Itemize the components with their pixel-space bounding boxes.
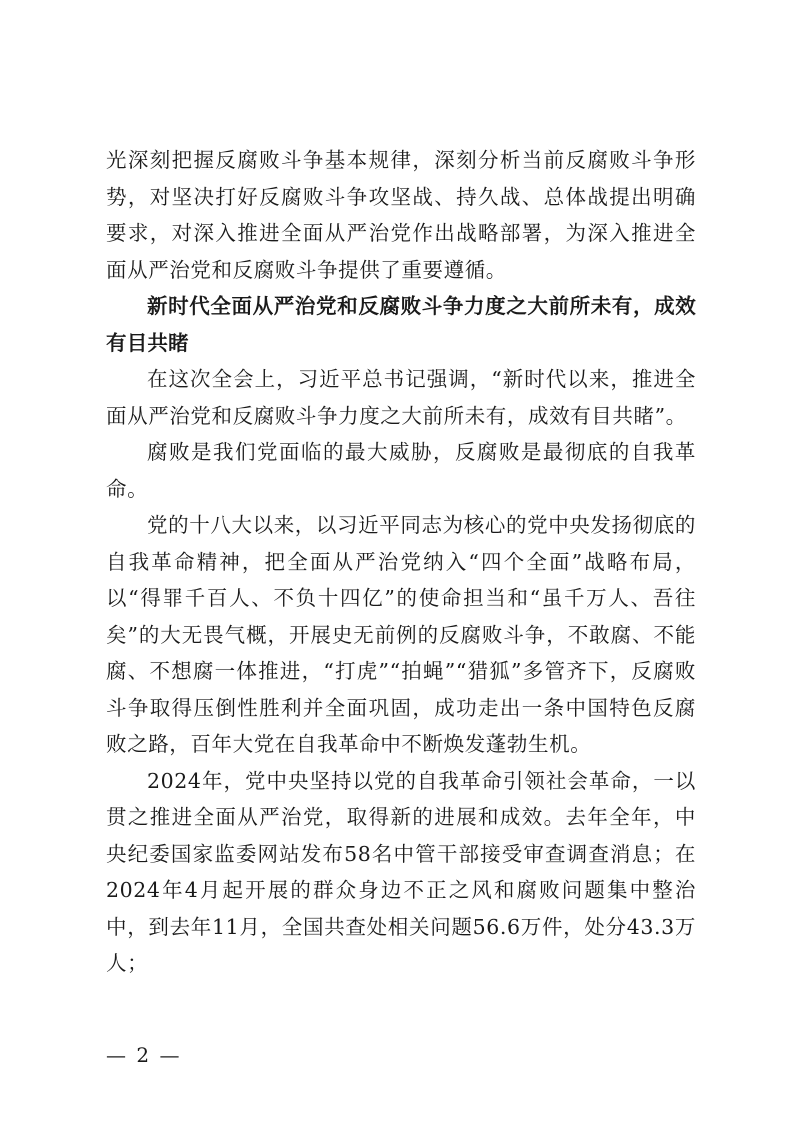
document-body xyxy=(106,142,696,982)
page-number: — 2 — xyxy=(106,1043,182,1067)
paragraph-continuation: 光深刻把握反腐败斗争基本规律，深刻分析当前反腐败斗争形势，对坚决打好反腐败斗争攻坚战、持久战、总体战提出明确要求，对深入推进全面从严治党作出战略部署，为深入推进全面从严治党和反腐败斗争提供了重要遵循。 xyxy=(106,148,696,282)
paragraph: 腐败是我们党面临的最大威胁，反腐败是最彻底的自我革命。 xyxy=(106,440,696,501)
paragraph: 2024年，党中央坚持以党的自我革命引领社会革命，一以贯之推进全面从严治党，取得新的进展和成效。去年全年，中央纪委国家监委网站发布58名中管干部接受审查调查消息；在2024年4月起开展的群众身边不正之风和腐败问题集中整治中，到去年11月，全国共查处相关问题56.6万件，处分43.3万人； xyxy=(106,768,696,975)
paragraph: 党的十八大以来，以习近平同志为核心的党中央发扬彻底的自我革命精神，把全面从严治党纳入“四个全面”战略布局，以“得罪千百人、不负十四亿”的使命担当和“虽千万人、吾往矣”的大无畏气概，开展史无前例的反腐败斗争，不敢腐、不能腐、不想腐一体推进，“打虎”“拍蝇”“猎狐”多管齐下，反腐败斗争取得压倒性胜利并全面巩固，成功走出一条中国特色反腐败之路，百年大党在自我革命中不断焕发蓬勃生机。 xyxy=(106,513,696,756)
section-heading: 新时代全面从严治党和反腐败斗争力度之大前所未有，成效有目共睹 xyxy=(106,294,696,355)
paragraph: 在这次全会上，习近平总书记强调，“新时代以来，推进全面从严治党和反腐败斗争力度之大前所未有，成效有目共睹”。 xyxy=(106,367,696,428)
